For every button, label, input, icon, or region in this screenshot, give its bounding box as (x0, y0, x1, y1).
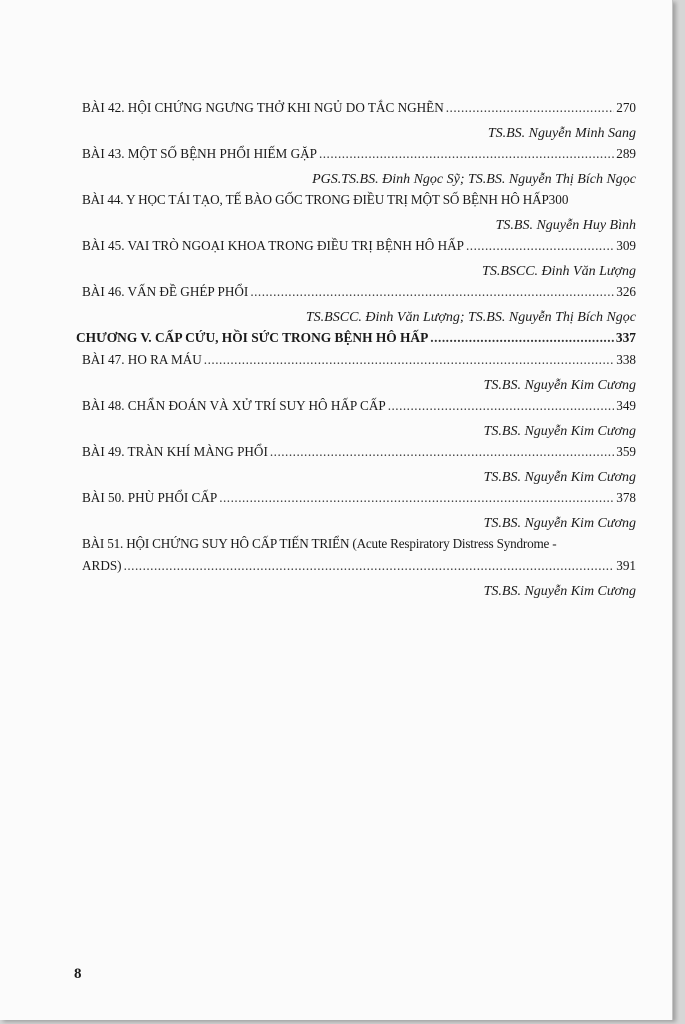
toc-line (76, 330, 636, 352)
toc-line (82, 100, 636, 122)
dot-leader (250, 284, 614, 300)
toc-page-number: 349 (616, 398, 636, 413)
toc-page-number: 338 (616, 352, 636, 367)
toc-page-number: 326 (616, 284, 636, 299)
toc-author: TS.BS. Nguyễn Kim Cương (483, 516, 636, 531)
toc-author: TS.BSCC. Đinh Văn Lượng (482, 264, 636, 279)
toc-title: BÀI 50. PHÙ PHỔI CẤP (82, 490, 218, 505)
toc-title: BÀI 44. Y HỌC TÁI TẠO, TẾ BÀO GỐC TRONG ĐIỀU TRỊ MỘT SỐ BỆNH HÔ HẤP (82, 192, 549, 207)
toc-line (82, 192, 636, 214)
toc-title-line-2: ARDS) (82, 558, 122, 573)
toc-line (82, 284, 636, 306)
toc-line (82, 238, 636, 260)
toc-author: TS.BS. Nguyễn Huy Bình (495, 218, 636, 233)
toc-title: BÀI 46. VẤN ĐỀ GHÉP PHỔI (82, 284, 249, 299)
dot-leader (219, 490, 614, 506)
dot-leader (204, 352, 614, 368)
toc-title: BÀI 48. CHẨN ĐOÁN VÀ XỬ TRÍ SUY HÔ HẤP CẤP (82, 398, 386, 413)
toc-page-number: 337 (615, 330, 636, 345)
toc-entry-lesson-50[interactable] (82, 490, 636, 536)
toc-author: TS.BS. Nguyễn Kim Cương (483, 378, 636, 393)
toc-line (82, 558, 636, 580)
toc-line (82, 146, 636, 168)
toc-author: TS.BS. Nguyễn Kim Cương (483, 470, 636, 485)
toc-title: BÀI 43. MỘT SỐ BỆNH PHỔI HIẾM GẶP (82, 146, 317, 161)
toc-entry-lesson-43[interactable] (82, 146, 636, 192)
dot-leader (446, 100, 614, 116)
toc-line (82, 398, 636, 420)
toc-entry-lesson-46[interactable] (82, 284, 636, 330)
toc-line (82, 490, 636, 512)
toc-page-number: 270 (616, 100, 636, 115)
toc-line (82, 352, 636, 374)
toc-author: TS.BS. Nguyễn Kim Cương (483, 424, 636, 439)
toc-entry-lesson-45[interactable] (82, 238, 636, 284)
toc-page-number: 378 (616, 490, 636, 505)
page-number: 8 (74, 966, 82, 982)
toc-entry-chapter-5[interactable] (76, 330, 636, 352)
toc-entry-lesson-49[interactable] (82, 444, 636, 490)
toc-title: BÀI 42. HỘI CHỨNG NGƯNG THỞ KHI NGỦ DO TẮC NGHẼN (82, 100, 444, 115)
toc-page-number: 309 (616, 238, 636, 253)
toc-entry-lesson-47[interactable] (82, 352, 636, 398)
dot-leader (270, 444, 614, 460)
toc-entry-lesson-51[interactable] (82, 536, 636, 604)
toc-page-number: 289 (616, 146, 636, 161)
toc-chapter-title: CHƯƠNG V. CẤP CỨU, HỒI SỨC TRONG BỆNH HÔ HẤP (76, 330, 429, 345)
dot-leader (319, 146, 614, 162)
toc-line (82, 536, 636, 558)
toc-page-number: 300 (548, 192, 569, 207)
toc-entry-lesson-44[interactable] (82, 192, 636, 238)
toc-entry-lesson-42[interactable] (82, 100, 636, 146)
toc-author: TS.BS. Nguyễn Kim Cương (483, 584, 636, 599)
toc-author: TS.BS. Nguyễn Minh Sang (487, 126, 636, 141)
toc-line (82, 444, 636, 466)
toc-page-number: 359 (616, 444, 636, 459)
toc-page-number: 391 (616, 558, 636, 573)
toc-author: PGS.TS.BS. Đinh Ngọc Sỹ; TS.BS. Nguyễn Thị Bích Ngọc (312, 172, 636, 187)
table-of-contents (76, 100, 636, 604)
dot-leader (388, 398, 615, 414)
toc-entry-lesson-48[interactable] (82, 398, 636, 444)
toc-title: BÀI 49. TRÀN KHÍ MÀNG PHỔI (82, 444, 268, 459)
dot-leader (430, 330, 614, 346)
toc-title: BÀI 45. VAI TRÒ NGOẠI KHOA TRONG ĐIỀU TRỊ BỆNH HÔ HẤP (82, 238, 464, 253)
dot-leader (466, 238, 614, 254)
toc-title-line-1: BÀI 51. HỘI CHỨNG SUY HÔ CẤP TIẾN TRIỂN (Acute Respiratory Distress Syndrome - (82, 536, 557, 551)
toc-title: BÀI 47. HO RA MÁU (82, 352, 202, 367)
dot-leader (124, 558, 615, 574)
toc-author: TS.BSCC. Đinh Văn Lượng; TS.BS. Nguyễn Thị Bích Ngọc (305, 310, 636, 325)
